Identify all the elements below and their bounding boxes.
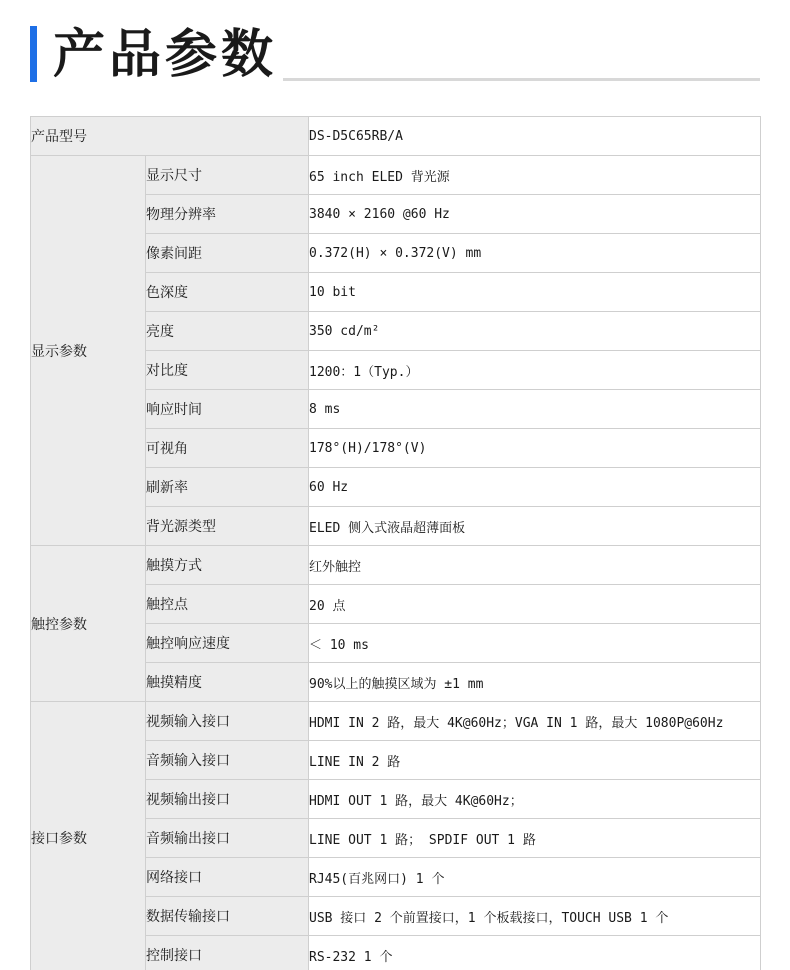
param-value: ＜ 10 ms: [309, 624, 761, 663]
param-value: 0.372(H) × 0.372(V) mm: [309, 234, 761, 273]
param-value: 红外触控: [309, 546, 761, 585]
param-value: HDMI OUT 1 路，最大 4K@60Hz；: [309, 780, 761, 819]
param-value: 65 inch ELED 背光源: [309, 156, 761, 195]
param-value: 90%以上的触摸区域为 ±1 mm: [309, 663, 761, 702]
param-value: 1200：1（Typ.）: [309, 351, 761, 390]
title-accent-bar: [30, 26, 37, 82]
param-value: RS-232 1 个: [309, 936, 761, 970]
param-value: ELED 侧入式液晶超薄面板: [309, 507, 761, 546]
param-label: 物理分辨率: [146, 195, 309, 234]
param-value: 3840 × 2160 @60 Hz: [309, 195, 761, 234]
param-label: 触控响应速度: [146, 624, 309, 663]
param-value: 60 Hz: [309, 468, 761, 507]
page-title: 产品参数: [53, 25, 278, 85]
group-label: 触控参数: [31, 546, 146, 702]
param-label: 数据传输接口: [146, 897, 309, 936]
param-label: 色深度: [146, 273, 309, 312]
table-row: [31, 702, 761, 741]
spec-table: [30, 116, 761, 970]
param-label: 亮度: [146, 312, 309, 351]
param-label: 网络接口: [146, 858, 309, 897]
param-label: 显示尺寸: [146, 156, 309, 195]
param-value: 178°(H)/178°(V): [309, 429, 761, 468]
param-value: HDMI IN 2 路，最大 4K@60Hz；VGA IN 1 路，最大 1080P@60Hz: [309, 702, 761, 741]
param-value: USB 接口 2 个前置接口，1 个板载接口，TOUCH USB 1 个: [309, 897, 761, 936]
param-label: 像素间距: [146, 234, 309, 273]
param-label: 可视角: [146, 429, 309, 468]
param-label: 音频输入接口: [146, 741, 309, 780]
param-label: 响应时间: [146, 390, 309, 429]
table-row: [31, 546, 761, 585]
param-label: 音频输出接口: [146, 819, 309, 858]
param-value: LINE OUT 1 路； SPDIF OUT 1 路: [309, 819, 761, 858]
table-row-model: [31, 117, 761, 156]
param-value: RJ45(百兆网口) 1 个: [309, 858, 761, 897]
group-label: 接口参数: [31, 702, 146, 970]
model-value: DS-D5C65RB/A: [309, 117, 761, 156]
table-row: [31, 156, 761, 195]
param-label: 控制接口: [146, 936, 309, 970]
param-label: 对比度: [146, 351, 309, 390]
param-value: 10 bit: [309, 273, 761, 312]
group-label: 显示参数: [31, 156, 146, 546]
model-label: 产品型号: [31, 117, 309, 156]
param-label: 触摸方式: [146, 546, 309, 585]
param-value: 8 ms: [309, 390, 761, 429]
title-underline: [283, 78, 760, 81]
param-label: 视频输出接口: [146, 780, 309, 819]
param-value: 350 cd/m²: [309, 312, 761, 351]
param-label: 触摸精度: [146, 663, 309, 702]
param-value: 20 点: [309, 585, 761, 624]
param-label: 背光源类型: [146, 507, 309, 546]
param-label: 刷新率: [146, 468, 309, 507]
param-value: LINE IN 2 路: [309, 741, 761, 780]
param-label: 视频输入接口: [146, 702, 309, 741]
param-label: 触控点: [146, 585, 309, 624]
